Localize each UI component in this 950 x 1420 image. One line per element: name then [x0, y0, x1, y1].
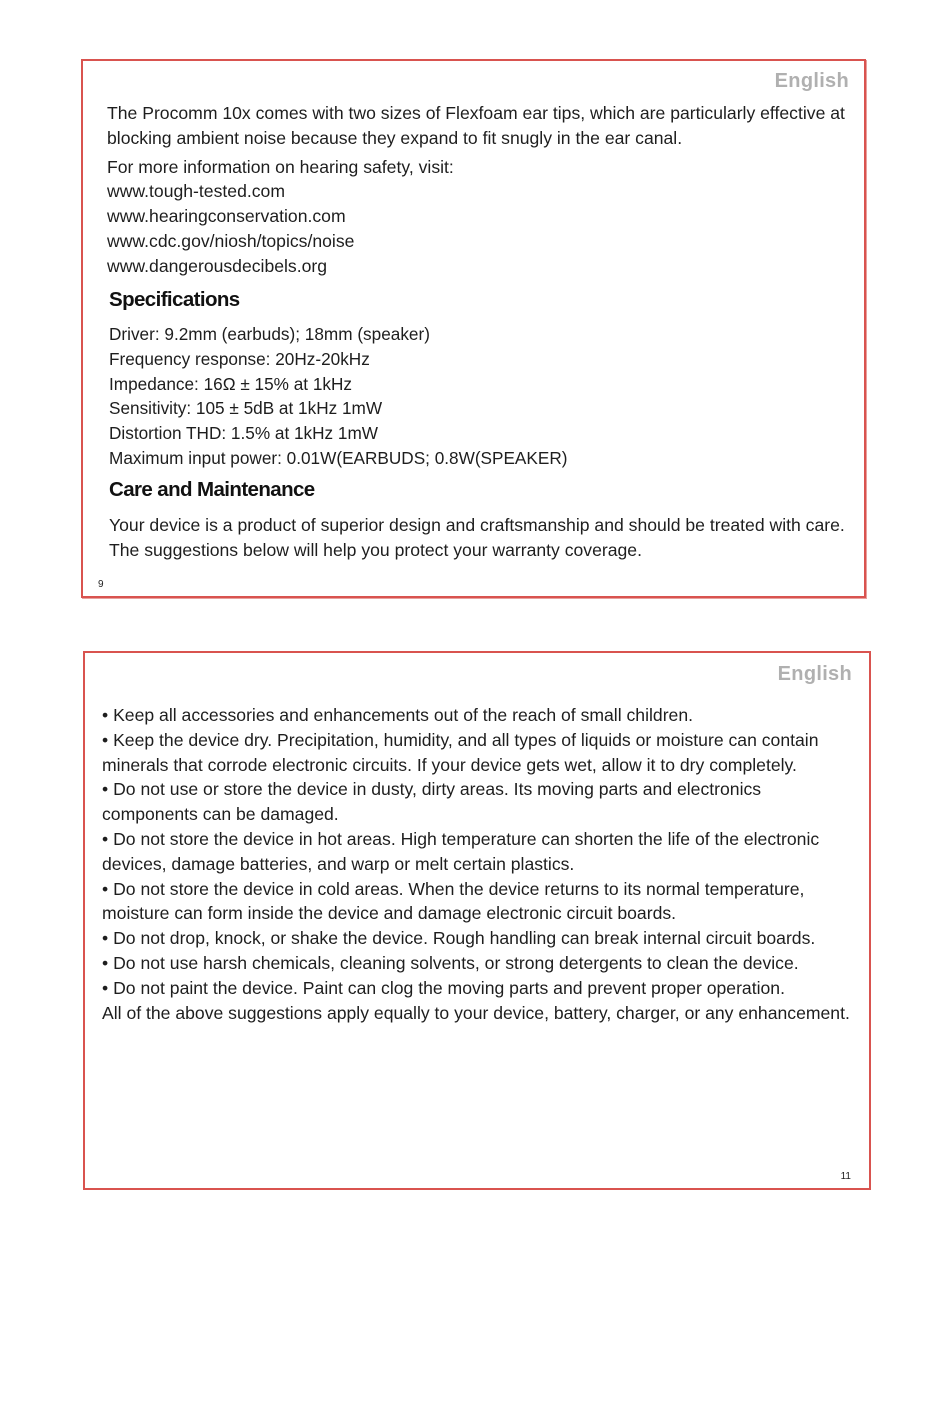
bullet-dot-icon: • — [102, 828, 114, 849]
bullet-text: Keep all accessories and enhancements out of the reach of small children. — [113, 705, 694, 725]
bullet-dot-icon: • — [102, 928, 114, 949]
spec-item: Impedance: 16Ω ± 15% at 1kHz — [109, 373, 352, 394]
care-maintenance-heading: Care and Maintenance — [109, 478, 315, 501]
care-bullet-list — [102, 703, 854, 1025]
bullet-text: Do not paint the device. Paint can clog the moving parts and prevent proper operation. — [113, 977, 785, 998]
language-label: English — [774, 70, 849, 92]
bullet-text: Do not drop, knock, or shake the device. Rough handling can break internal circuit boards. — [113, 928, 816, 949]
bullet-item — [102, 951, 854, 976]
specifications-list — [109, 322, 849, 471]
bullet-item — [102, 976, 854, 1001]
bullet-dot-icon: • — [102, 729, 114, 750]
bullet-dot-icon: • — [102, 705, 114, 725]
bullet-dot-icon: • — [102, 779, 114, 800]
language-label: English — [777, 663, 852, 685]
bullet-text: Do not store the device in hot areas. High temperature can shorten the life of the electronic devices, damage batteries, and warp or melt certain plastics. — [102, 828, 820, 874]
bullet-text: Do not use or store the device in dusty, dirty areas. Its moving parts and electronics components can be damaged. — [102, 779, 762, 825]
spec-item: Frequency response: 20Hz-20kHz — [109, 348, 370, 369]
closing-paragraph: All of the above suggestions apply equally to your device, battery, charger, or any enhancement. — [102, 1002, 850, 1023]
bullet-dot-icon: • — [102, 977, 114, 998]
more-info-text: For more information on hearing safety, visit: — [107, 156, 454, 177]
bullet-item — [102, 827, 854, 877]
manual-page-9 — [81, 59, 866, 598]
url-link[interactable]: www.tough-tested.com — [107, 181, 285, 202]
bullet-dot-icon: • — [102, 878, 114, 899]
bullet-item — [102, 877, 854, 927]
bullet-dot-icon: • — [102, 952, 114, 973]
intro-paragraph: The Procomm 10x comes with two sizes of Flexfoam ear tips, which are particularly effective at blocking ambient noise because they expand to fit snugly in the ear canal. — [107, 103, 845, 148]
bullet-text: Do not store the device in cold areas. When the device returns to its normal temperature, moisture can form inside the device and damage electronic circuit boards. — [102, 878, 805, 924]
intro-block — [107, 101, 852, 279]
bullet-item — [102, 728, 854, 778]
spec-item: Sensitivity: 105 ± 5dB at 1kHz 1mW — [109, 398, 383, 419]
bullet-item — [102, 926, 854, 951]
bullet-item — [102, 703, 854, 728]
manual-page-11 — [83, 651, 871, 1190]
spec-item: Maximum input power: 0.01W(EARBUDS; 0.8W(SPEAKER) — [109, 447, 568, 468]
spec-item: Driver: 9.2mm (earbuds); 18mm (speaker) — [109, 324, 430, 344]
bullet-text: Keep the device dry. Precipitation, humidity, and all types of liquids or moisture can contain minerals that corrode electronic circuits. If your device gets wet, allow it to dry completely. — [102, 729, 819, 775]
bullet-item — [102, 777, 854, 827]
care-paragraph: Your device is a product of superior design and craftsmanship and should be treated with care. The suggestions below will help you protect your warranty coverage. — [109, 515, 845, 560]
specifications-heading: Specifications — [109, 288, 240, 311]
url-link[interactable]: www.dangerousdecibels.org — [107, 255, 328, 276]
bullet-text: Do not use harsh chemicals, cleaning solvents, or strong detergents to clean the device. — [113, 952, 799, 973]
page-number: 9 — [98, 579, 104, 590]
url-link[interactable]: www.cdc.gov/niosh/topics/noise — [107, 230, 355, 251]
page-number: 11 — [840, 1171, 851, 1182]
spec-item: Distortion THD: 1.5% at 1kHz 1mW — [109, 423, 379, 444]
url-link[interactable]: www.hearingconservation.com — [107, 206, 346, 227]
